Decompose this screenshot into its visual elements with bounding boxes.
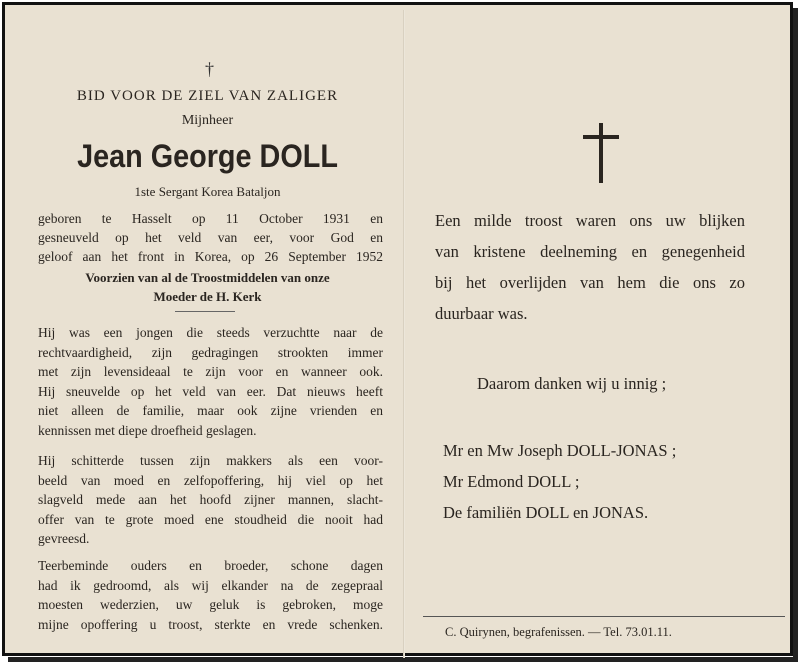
cross-icon	[583, 123, 619, 183]
born-line: geloof aan het front in Korea, op 26 September 1952	[38, 249, 383, 264]
text-line: duurbaar was.	[435, 304, 528, 323]
thanks-line: Daarom danken wij u innig ;	[477, 374, 667, 393]
text-line: Teerbeminde ouders en broeder, schone dagen	[38, 558, 383, 573]
text-line: beeld van moed en zelfopoffering, hij viel op het	[38, 472, 383, 488]
born-line: geboren te Hasselt op 11 October 1931 en	[38, 211, 383, 226]
text-line: niet alleen de familie, maar ook zijne vrienden en	[38, 403, 383, 418]
text-line: Hij schitterde tussen zijn makkers als een voor-	[38, 453, 383, 468]
sacraments-text	[30, 268, 385, 306]
fold-line	[403, 10, 405, 658]
text-line: Hij sneuvelde op het veld van eer. Dat nieuws heeft	[38, 383, 383, 399]
text-line: mijne opoffering u troost, sterkte en vrede schenken.	[38, 616, 383, 632]
text-line: kennissen met diepe droefheid geslagen.	[38, 422, 257, 438]
text-line: had ik gedroomd, als wij elkander na de zegepraal	[38, 577, 383, 593]
family-name-line: De familiën DOLL en JONAS.	[443, 503, 649, 522]
memorial-card	[2, 2, 793, 656]
text-line: bij het overlijden van hem die ons zo	[435, 273, 745, 292]
text-line: Hij was een jongen die steeds verzuchtte naar de	[38, 325, 383, 340]
text-line: slagveld mede aan het hoofd zijner mannen, slacht-	[38, 492, 383, 507]
printer-footer: C. Quirynen, begrafenissen. — Tel. 73.01.11.	[445, 625, 672, 639]
text-line: gevreesd.	[38, 531, 90, 546]
paragraph-2	[38, 451, 383, 549]
sacraments-line: Moeder de H. Kerk	[153, 289, 262, 304]
text-line: offer van te grote moed ene stoudheid die nooit had	[38, 511, 383, 527]
short-divider	[175, 311, 235, 312]
text-line: met zijn levensideaal te zijn voor en wanneer ook.	[38, 364, 383, 379]
left-panel	[30, 5, 385, 653]
small-cross-icon: †	[205, 59, 214, 79]
text-line: van kristene deelneming en genegenheid	[435, 242, 745, 261]
paragraph-1	[38, 323, 383, 440]
family-name-line: Mr en Mw Joseph DOLL-JONAS ;	[443, 441, 677, 460]
birth-death-text	[38, 209, 383, 266]
sacraments-line: Voorzien van al de Troostmiddelen van onze	[85, 270, 330, 285]
text-line: rechtvaardigheid, zijn gedragingen strookten immer	[38, 344, 383, 360]
prayer-heading: BID VOOR DE ZIEL VAN ZALIGER	[76, 88, 339, 104]
card-shadow-bottom	[8, 657, 796, 662]
condolence-text	[435, 205, 745, 329]
text-line: moesten wederzien, uw geluk is gebroken, moge	[38, 597, 383, 612]
right-panel	[415, 5, 785, 653]
born-line: gesneuveld op het veld van eer, voor God en	[38, 230, 383, 245]
text-line: Een milde troost waren ons uw blijken	[435, 211, 745, 230]
rank-line: 1ste Sergant Korea Bataljon	[134, 184, 281, 199]
salutation: Mijnheer	[181, 113, 234, 128]
family-names	[443, 435, 676, 528]
paragraph-3	[38, 556, 383, 634]
family-name-line: Mr Edmond DOLL ;	[443, 472, 580, 491]
deceased-name: Jean George DOLL	[77, 138, 338, 174]
footer-rule	[423, 616, 785, 617]
card-shadow-right	[793, 8, 798, 662]
